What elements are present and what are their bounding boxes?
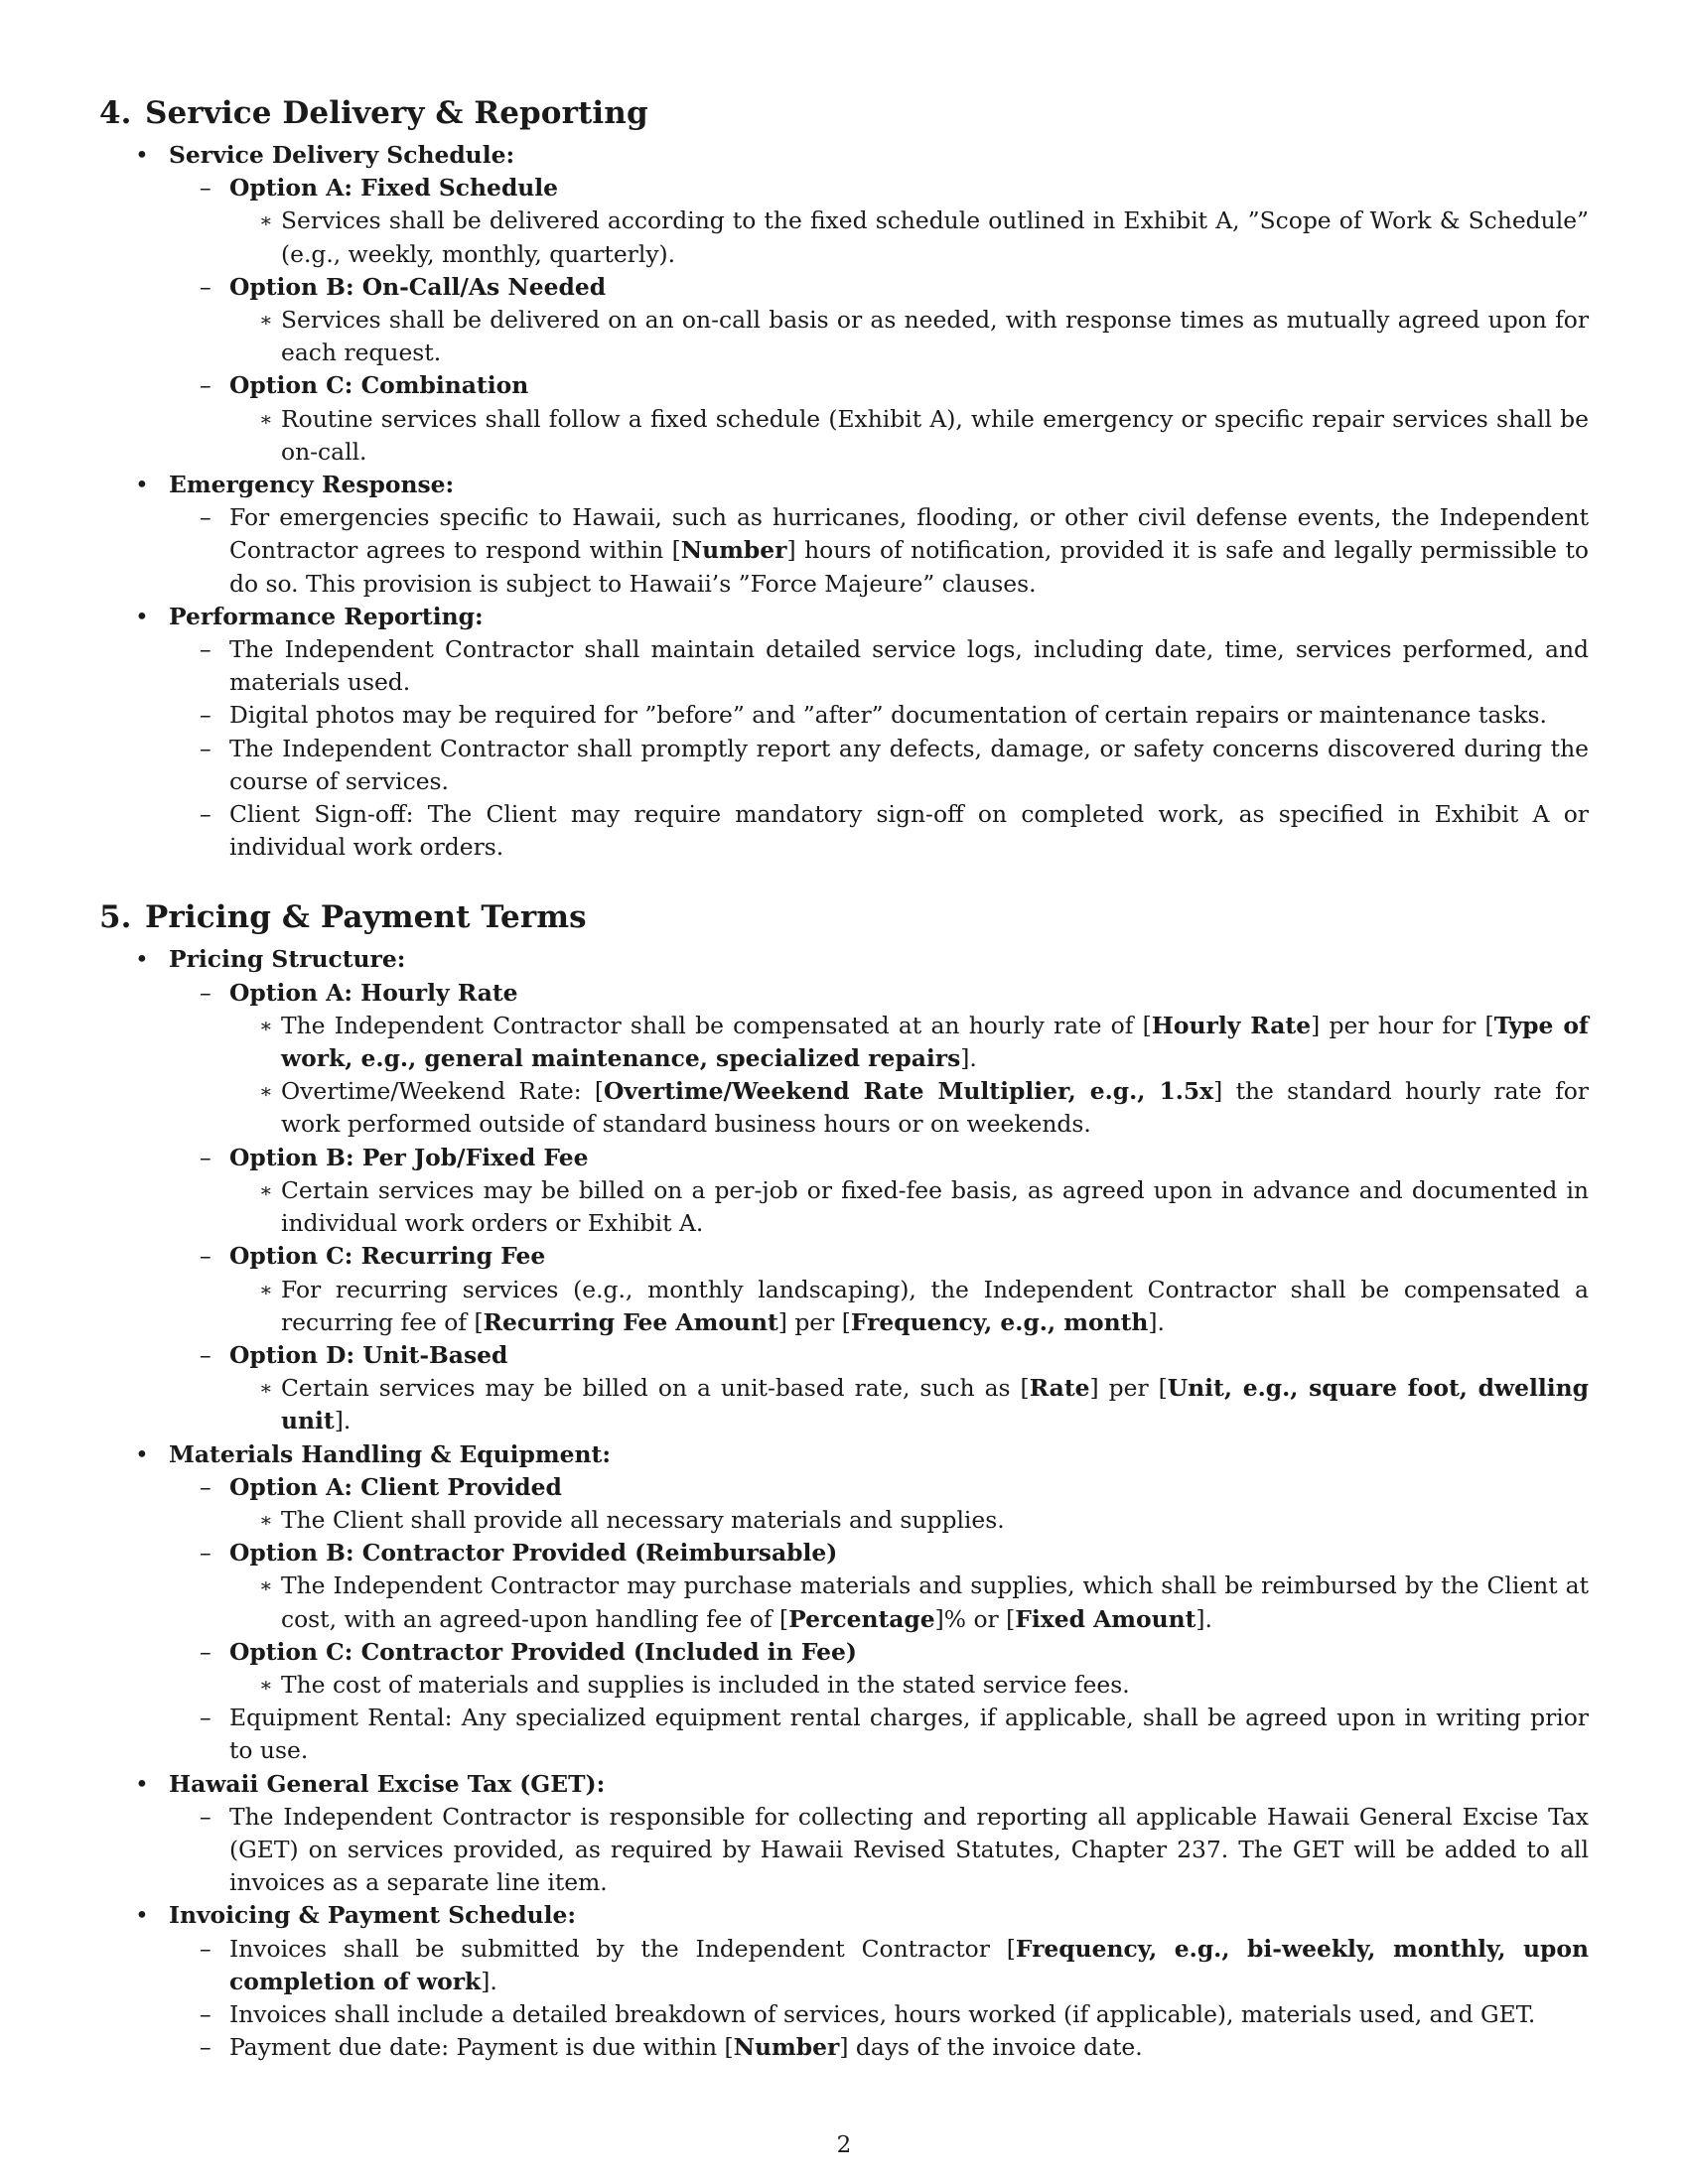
- item-text: Services shall be delivered on an on-call basis or as needed, with response times as mutually agreed upon for each request.: [281, 306, 1589, 367]
- list-item: [169, 977, 1589, 1142]
- dash-icon: –: [200, 1472, 211, 1501]
- list-item: [169, 798, 1589, 864]
- list-item: [229, 1570, 1589, 1635]
- document-page: [99, 87, 1589, 2064]
- dash-icon: –: [200, 1934, 211, 1963]
- dash-icon: –: [200, 1637, 211, 1666]
- list-item: [99, 1768, 1589, 1900]
- item-text: ]% or [: [934, 1604, 1016, 1633]
- placeholder-text: Overtime/Weekend Rate Multiplier, e.g., 1.5x: [604, 1077, 1214, 1106]
- section-title: Service Delivery & Reporting: [145, 95, 648, 131]
- list-item: [169, 2031, 1589, 2064]
- list-item: [99, 469, 1589, 601]
- list-item: [169, 1636, 1589, 1702]
- list-item: [229, 403, 1589, 469]
- item-text: Invoices shall include a detailed breakdown of services, hours worked (if applicable), materials used, and GET.: [229, 1999, 1536, 2028]
- list-item: [99, 139, 1589, 469]
- section-5-content: [99, 943, 1589, 2064]
- asterisk-icon: ∗: [259, 1277, 273, 1301]
- page-number: 2: [836, 2132, 852, 2158]
- placeholder-text: Type of work, e.g., general maintenance, specialized repairs: [281, 1011, 1589, 1073]
- dash-icon: –: [200, 1340, 211, 1369]
- list-item: [169, 1537, 1589, 1636]
- list-item: [169, 369, 1589, 469]
- item-text: ] days of the invoice date.: [839, 2033, 1143, 2062]
- item-text: Equipment Rental: Any specialized equipment rental charges, if applicable, shall be agreed upon in writing prior to use.: [229, 1704, 1589, 1765]
- section-number: 5.: [99, 899, 132, 936]
- dash-icon: –: [200, 1242, 211, 1271]
- asterisk-icon: ∗: [259, 406, 273, 431]
- item-text: Client Sign-off: The Client may require mandatory sign-off on completed work, as specified in Exhibit A or individual work orders.: [229, 800, 1589, 862]
- list-item: [169, 172, 1589, 271]
- item-text: For recurring services (e.g., monthly landscaping), the Independent Contractor shall be compensated a recurring fee of [: [281, 1275, 1589, 1336]
- placeholder-text: Number: [680, 536, 787, 565]
- asterisk-icon: ∗: [259, 1079, 273, 1104]
- dash-icon: –: [200, 734, 211, 762]
- item-text: Certain services may be billed on a unit-based rate, such as [: [281, 1374, 1030, 1403]
- list-item: [99, 943, 1589, 1437]
- item-label: Service Delivery Schedule:: [169, 141, 515, 169]
- dash-icon: –: [200, 701, 211, 730]
- bullet-icon: •: [135, 1769, 149, 1798]
- item-text: Certain services may be billed on a per-job or fixed-fee basis, as agreed upon in advance and documented in individual work orders or Exhibit A.: [281, 1175, 1589, 1238]
- dash-icon: –: [200, 503, 211, 532]
- list-item: [169, 633, 1589, 699]
- item-text: The cost of materials and supplies is included in the stated service fees.: [281, 1670, 1130, 1699]
- dash-icon: –: [200, 371, 211, 400]
- list-item: [229, 1504, 1589, 1537]
- bullet-icon: •: [135, 1439, 149, 1468]
- asterisk-icon: ∗: [259, 1177, 273, 1202]
- item-text: The Independent Contractor may purchase materials and supplies, which shall be reimbursed by the Client at cost, with an agreed-upon handling fee of [: [281, 1571, 1589, 1633]
- item-text: ].: [960, 1044, 977, 1073]
- section-4-content: [99, 139, 1589, 864]
- item-text: Routine services shall follow a fixed schedule (Exhibit A), while emergency or specific repair services shall be on-call.: [281, 404, 1589, 466]
- dash-icon: –: [200, 2033, 211, 2062]
- option-label: Option A: Fixed Schedule: [229, 174, 559, 203]
- option-label: Option A: Hourly Rate: [229, 978, 518, 1007]
- asterisk-icon: ∗: [259, 1013, 273, 1037]
- dash-icon: –: [200, 978, 211, 1007]
- list-item: [229, 1075, 1589, 1141]
- dash-icon: –: [200, 1539, 211, 1568]
- bullet-icon: •: [135, 1901, 149, 1930]
- option-label: Option B: Contractor Provided (Reimbursable): [229, 1539, 838, 1568]
- list-item: [99, 1438, 1589, 1768]
- item-text: Digital photos may be required for ”before” and ”after” documentation of certain repairs or maintenance tasks.: [229, 701, 1547, 730]
- list-item: [229, 1174, 1589, 1240]
- asterisk-icon: ∗: [259, 1573, 273, 1598]
- bullet-icon: •: [135, 602, 149, 630]
- placeholder-text: Recurring Fee Amount: [483, 1307, 778, 1336]
- list-item: [169, 1801, 1589, 1900]
- list-item: [229, 1372, 1589, 1437]
- list-item: [99, 601, 1589, 865]
- option-label: Option C: Combination: [229, 371, 529, 400]
- asterisk-icon: ∗: [259, 1507, 273, 1532]
- item-text: ] hours of notification, provided it is safe and legally permissible to do so. This provision is subject to Hawaii’s ”Force Majeure” clauses.: [229, 536, 1589, 598]
- dash-icon: –: [200, 272, 211, 301]
- item-text: ] the standard hourly rate for work performed outside of standard business hours or on weekends.: [281, 1077, 1589, 1139]
- list-item: [169, 271, 1589, 370]
- item-text: ].: [481, 1967, 497, 1995]
- list-item: [169, 1471, 1589, 1537]
- section-number: 4.: [99, 95, 132, 131]
- list-item: [169, 1998, 1589, 2031]
- bullet-icon: •: [135, 945, 149, 974]
- list-item: [229, 205, 1589, 270]
- list-item: [169, 1702, 1589, 1767]
- asterisk-icon: ∗: [259, 208, 273, 233]
- dash-icon: –: [200, 800, 211, 829]
- item-text: For emergencies specific to Hawaii, such as hurricanes, flooding, or other civil defense events, the Independent Contractor agrees to respond within [: [229, 503, 1589, 565]
- list-item: [169, 733, 1589, 798]
- item-text: ] per [: [777, 1307, 851, 1336]
- list-item: [229, 1274, 1589, 1339]
- item-text: ].: [1196, 1604, 1212, 1633]
- item-label: Materials Handling & Equipment:: [169, 1439, 611, 1468]
- option-label: Option B: On-Call/As Needed: [229, 272, 607, 301]
- section-5-heading: [99, 891, 1589, 943]
- item-text: ] per [: [1089, 1374, 1168, 1403]
- dash-icon: –: [200, 174, 211, 203]
- bullet-icon: •: [135, 141, 149, 169]
- asterisk-icon: ∗: [259, 1672, 273, 1697]
- option-label: Option C: Contractor Provided (Included in Fee): [229, 1637, 857, 1666]
- item-text: The Independent Contractor shall maintain detailed service logs, including date, time, services performed, and materials used.: [229, 635, 1589, 697]
- item-text: ].: [334, 1407, 352, 1435]
- section-4-heading: [99, 87, 1589, 139]
- item-label: Hawaii General Excise Tax (GET):: [169, 1769, 606, 1798]
- item-text: ] per hour for [: [1311, 1011, 1494, 1039]
- item-label: Invoicing & Payment Schedule:: [169, 1901, 576, 1930]
- list-item: [169, 1933, 1589, 1998]
- list-item: [229, 304, 1589, 369]
- placeholder-text: Percentage: [788, 1604, 935, 1633]
- item-label: Pricing Structure:: [169, 945, 406, 974]
- item-text: The Client shall provide all necessary materials and supplies.: [281, 1505, 1005, 1534]
- bullet-icon: •: [135, 471, 149, 499]
- item-text: The Independent Contractor is responsible for collecting and reporting all applicable Hawaii General Excise Tax (GET) on services provided, as required by Hawaii Revised Statutes, Chapter 237. The GET will be added to all invoices as a separate line item.: [229, 1802, 1589, 1897]
- placeholder-text: Fixed Amount: [1015, 1604, 1196, 1633]
- placeholder-text: Number: [733, 2033, 840, 2062]
- item-text: Services shall be delivered according to the fixed schedule outlined in Exhibit A, ”Scope of Work & Schedule” (e.g., weekly, monthly, quarterly).: [281, 206, 1589, 268]
- placeholder-text: Frequency, e.g., bi-weekly, monthly, upon completion of work: [229, 1934, 1589, 1995]
- item-text: The Independent Contractor shall promptly report any defects, damage, or safety concerns discovered during the course of services.: [229, 734, 1589, 795]
- dash-icon: –: [200, 1704, 211, 1732]
- section-title: Pricing & Payment Terms: [145, 899, 587, 936]
- placeholder-text: Frequency, e.g., month: [850, 1307, 1149, 1336]
- placeholder-text: Hourly Rate: [1151, 1011, 1312, 1039]
- placeholder-text: Unit, e.g., square foot, dwelling unit: [281, 1374, 1589, 1435]
- list-item: [99, 1899, 1589, 2064]
- option-label: Option D: Unit-Based: [229, 1340, 508, 1369]
- list-item: [229, 1010, 1589, 1075]
- list-item: [229, 1669, 1589, 1702]
- option-label: Option C: Recurring Fee: [229, 1242, 546, 1271]
- dash-icon: –: [200, 1802, 211, 1831]
- item-label: Performance Reporting:: [169, 602, 484, 630]
- item-text: The Independent Contractor shall be compensated at an hourly rate of [: [281, 1011, 1152, 1039]
- list-item: [169, 1240, 1589, 1339]
- dash-icon: –: [200, 1999, 211, 2028]
- item-text: Overtime/Weekend Rate: [: [281, 1077, 605, 1106]
- list-item: [169, 501, 1589, 601]
- asterisk-icon: ∗: [259, 308, 273, 333]
- dash-icon: –: [200, 635, 211, 664]
- list-item: [169, 1339, 1589, 1438]
- asterisk-icon: ∗: [259, 1376, 273, 1401]
- dash-icon: –: [200, 1143, 211, 1171]
- option-label: Option A: Client Provided: [229, 1472, 562, 1501]
- list-item: [169, 699, 1589, 732]
- option-label: Option B: Per Job/Fixed Fee: [229, 1143, 589, 1171]
- item-text: Invoices shall be submitted by the Independent Contractor [: [229, 1934, 1016, 1963]
- item-text: ].: [1148, 1307, 1165, 1336]
- placeholder-text: Rate: [1029, 1374, 1090, 1403]
- item-text: Payment due date: Payment is due within [: [229, 2033, 734, 2062]
- item-label: Emergency Response:: [169, 471, 455, 499]
- list-item: [169, 1142, 1589, 1241]
